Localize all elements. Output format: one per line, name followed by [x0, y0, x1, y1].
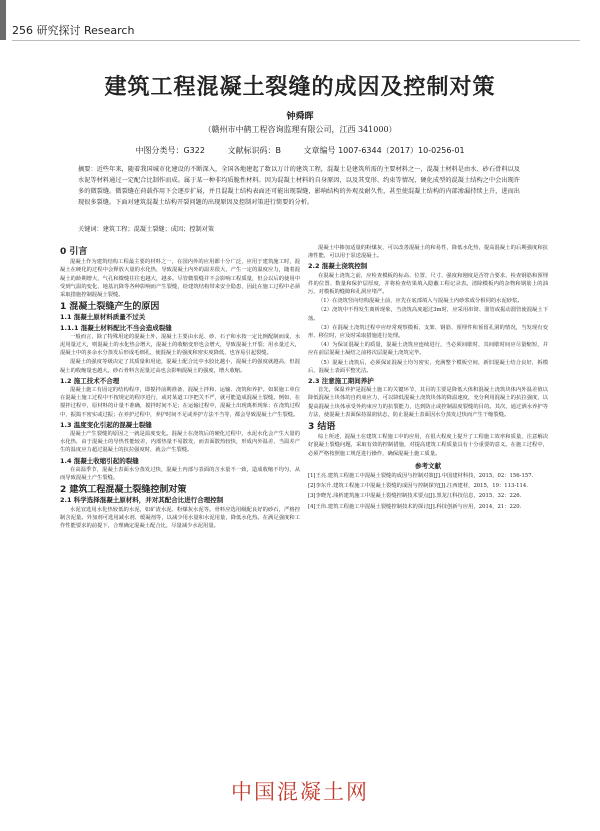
- page-number: 256: [12, 24, 33, 37]
- affiliation: （赣州市中鹤工程咨询监理有限公司，江西 341000）: [203, 125, 397, 134]
- paragraph: 混凝土产生裂缝的原因之一就是温度变化。混凝土在浇筑后的硬化过程中，水泥水化会产生大量的水化热，由于混凝土的导热性能较差，内部热量不易散发，而表面散热较快，形成内外温差，当温差产生的温度应力超过混凝土的抗拉强度时，就会产生裂缝。: [60, 431, 300, 454]
- abstract: 摘要：近些年来，随着我国城市化建设的不断深入，全国各地建起了数以万计的建筑工程，混凝土是建筑所需的主要材料之一，混凝土材料是由水、砂石骨料以及水泥等材料通过一定配合比制作而成。属于某一种非均质脆性材料。因为混凝土材料的自身原因，以及其变形、约束等情况，硬化成型的混凝土结构之中会出现许多的微裂缝。微裂缝在荷载作用下会逐步扩展，并且混凝土结构表面还可能出现裂缝，影响结构的外观及耐久性，甚至使混凝土结构的内部渗漏持续上升，进而出现很多裂缝。下面对建筑混凝土结构开裂问题的出现原因及控制对策进行简要的分析。: [78, 166, 520, 206]
- article-meta: [0, 145, 600, 156]
- paragraph: （5）混凝土浇筑后，必须保证混凝土均匀密实，充满整个模板空间，新旧混凝土结合良好，拆模后，混凝土表面平整光洁。: [308, 359, 548, 374]
- paragraph: 首先，保温养护是混凝土施工的关键环节，其目的主要是降低大体积混凝土浇筑块体内外温差值以降低混凝土块体的自约束应力，可以降低混凝土浇筑块体的降温速度，充分利用混凝土的抗拉强度，以提高混凝土块体承受外约束应力的抗裂能力，达到防止或控制温度裂缝的目的。其次，通过洒水养护等方法，使混凝土表面保持湿润状态，防止混凝土表面因水分蒸发过快而产生干缩裂缝。: [308, 387, 548, 418]
- keywords: 关键词：建筑工程；混凝土裂缝；成因；控制对策: [78, 226, 215, 233]
- section-name-en: Research: [84, 24, 135, 37]
- header-rule: [12, 40, 580, 41]
- section-heading: 3 结语: [308, 422, 336, 433]
- paragraph: 混凝土中掺加适量的粉煤灰，可以改善混凝土的和易性，降低水化热，提高混凝土的后期强度和抗渗性能，可以用于泵送混凝土。: [308, 245, 548, 260]
- doc-code: 文献标识码：B: [227, 146, 281, 155]
- section-heading: 1 混凝土裂缝产生的原因: [60, 302, 160, 313]
- reference-item: [2]李东升.建筑工程施工中混凝土裂缝的成因与控制探究[J].江西建材，2015，19：113-114.: [308, 483, 528, 490]
- subsection-heading: 2.3 注意施工期间养护: [308, 377, 374, 386]
- subsection-heading: 2.1 科学选择混凝土原材料，并对其配合比进行合理控制: [60, 496, 224, 505]
- article-title: 建筑工程混凝土裂缝的成因及控制对策: [104, 75, 496, 100]
- subsection-heading: 1.1.1 混凝土材料配比不当会造成裂缝: [60, 323, 172, 332]
- header-bar: [0, 0, 6, 40]
- subsection-heading: 1.4 混凝土收缩引起的裂缝: [60, 456, 139, 465]
- subsection-heading: 1.2 施工技术不合理: [60, 376, 120, 385]
- author: 钟舜晖: [286, 112, 314, 122]
- paragraph: 混凝土施工有固定的结构程序，即搅拌前期准备、混凝土拌和、运输、浇筑和养护。如果施工单位在混凝土施工过程中不按规定的程序进行，或对某道工序把关不严，就可能造成混凝土裂缝。例如，在搅拌过程中，原材料的计量不准确，搅拌时间不足；在运输过程中，混凝土出现离析现象；在浇筑过程中，振捣不密实或过振；在养护过程中，养护时间不足或养护方法不当等，都会导致混凝土产生裂缝。: [60, 387, 300, 418]
- paragraph: 在高温季节，混凝土表面水分蒸发过快，混凝土内部与表面的含水量不一致，造成收缩不均匀，从而导致混凝土产生裂缝。: [60, 466, 300, 482]
- paragraph: 水泥宜选用水化热较低的水泥，如矿渣水泥、粉煤灰水泥等。骨料应选用级配良好的砂石，严格控制含泥量。外加剂可选用减水剂、缓凝剂等，以减少用水量和水泥用量，降低水化热。在满足强度和工作性能要求的前提下，合理确定混凝土配合比，尽量减少水泥用量。: [60, 506, 300, 530]
- page-header: [0, 0, 600, 46]
- subsection-heading: 1.3 温度变化引起的混凝土裂缝: [60, 420, 152, 429]
- references-heading: 参考文献: [415, 461, 441, 470]
- clc-number: 中图分类号：G322: [135, 146, 205, 155]
- paragraph: 一般而言，除了特殊用途的混凝土外，混凝土主要由水泥、砂、石子和水按一定比例配制而成，水泥用量过大，则混凝土的水化热会增大，混凝土的收缩变形也会增大，导致混凝土开裂；用水量过大，混凝土中的多余水分蒸发后形成毛细孔，使混凝土的强度和密实度降低，也容易引起裂缝。: [60, 333, 300, 357]
- section-name: 研究探讨: [36, 24, 81, 37]
- paragraph: （2）浇筑中不得发生离析现象，当浇筑高度超过3m时，应采用串筒、溜管或振动溜管使混凝土下落。: [308, 307, 548, 322]
- paragraph: （3）在混凝土浇筑过程中应经常观察模板、支架、钢筋、预埋件和预留孔洞的情况，当发现有变形、移位时，应及时采取措施进行处理。: [308, 324, 548, 340]
- paragraph: （4）为保证混凝土的质量，混凝土浇筑应连续进行，当必须间歇时，其间歇时间应尽量缩短，并应在前层混凝土凝结之前将次层混凝土浇筑完毕。: [308, 342, 548, 357]
- paragraph: 综上所述，混凝土在建筑工程施工中的应用，在很大程度上提升了工程施工效率和质量，注意解决好混凝土裂缝问题，采取有效的控制措施，对提高建筑工程质量具有十分重要的意义。在施工过程中，必须严格按照施工规范进行操作，确保混凝土施工质量。: [308, 434, 548, 457]
- footer-watermark: 中国混凝土网: [231, 780, 369, 804]
- right-column: [308, 244, 548, 513]
- reference-item: [1]王亮.建筑工程施工中混凝土裂缝的成因与控制对策[J].中国建材科技，2015，02：156-157.: [308, 473, 534, 480]
- subsection-heading: 1.1 混凝土原材料质量不过关: [60, 313, 146, 322]
- reference-item: [3]李晓光.浅析建筑施工中混凝土裂缝控制技术要点[J].黑龙江科技信息，2015，32：226.: [308, 493, 522, 500]
- article-number: 文章编号 1007-6344（2017）10-0256-01: [303, 146, 465, 155]
- paragraph: 混凝土的强度等级决定了其质量和用途，混凝土配合比中水胶比越小，混凝土的强度就越高，但混凝土的收缩量也越大。砂石骨料含泥量过高也会影响混凝土的强度，增大收缩。: [60, 359, 300, 374]
- paragraph: 混凝土作为建筑结构工程最主要的材料之一，在国内外的应用都十分广泛，应用于建筑施工时，混凝土在硬化的过程中会释放大量的水化热，导致混凝土内外的温差很大，产生一定的温度应力，随着混凝土的龄期增大，气孔和微缝往往也越大，越多。尽管微裂缝并不会影响工程质量，但会以后的使用中受到气温的变化、地基沉降等各种影响而产生裂缝，给建筑结构带来安全隐患，因此在施工过程中必须采取措施控制混凝土裂缝。: [60, 259, 300, 299]
- header-text: [12, 22, 134, 38]
- reference-item: [4]王伟.建筑工程施工中混凝土裂缝控制技术的探讨[J].科技创新与应用，2014，21：220.: [308, 503, 522, 510]
- paragraph: （1）在浇筑竖向结构混凝土前，应先在底部填入与混凝土内砂浆成分相同的水泥砂浆。: [318, 298, 523, 305]
- section-heading: 0 引言: [60, 247, 88, 257]
- subsection-heading: 2.2 混凝土浇筑控制: [308, 262, 368, 271]
- section-heading: 2 建筑工程混凝土裂缝控制对策: [60, 485, 187, 496]
- left-column: [60, 244, 300, 531]
- paragraph: 在混凝土浇筑之前，应检查模板的标高、位置、尺寸、强度和刚度是否符合要求，检查钢筋和预埋件的位置、数量和保护层厚度，并将检查结果填入隐蔽工程记录表。清除模板内的杂物和钢筋上的油污，对模板的缝隙和孔洞应堵严。: [308, 272, 548, 296]
